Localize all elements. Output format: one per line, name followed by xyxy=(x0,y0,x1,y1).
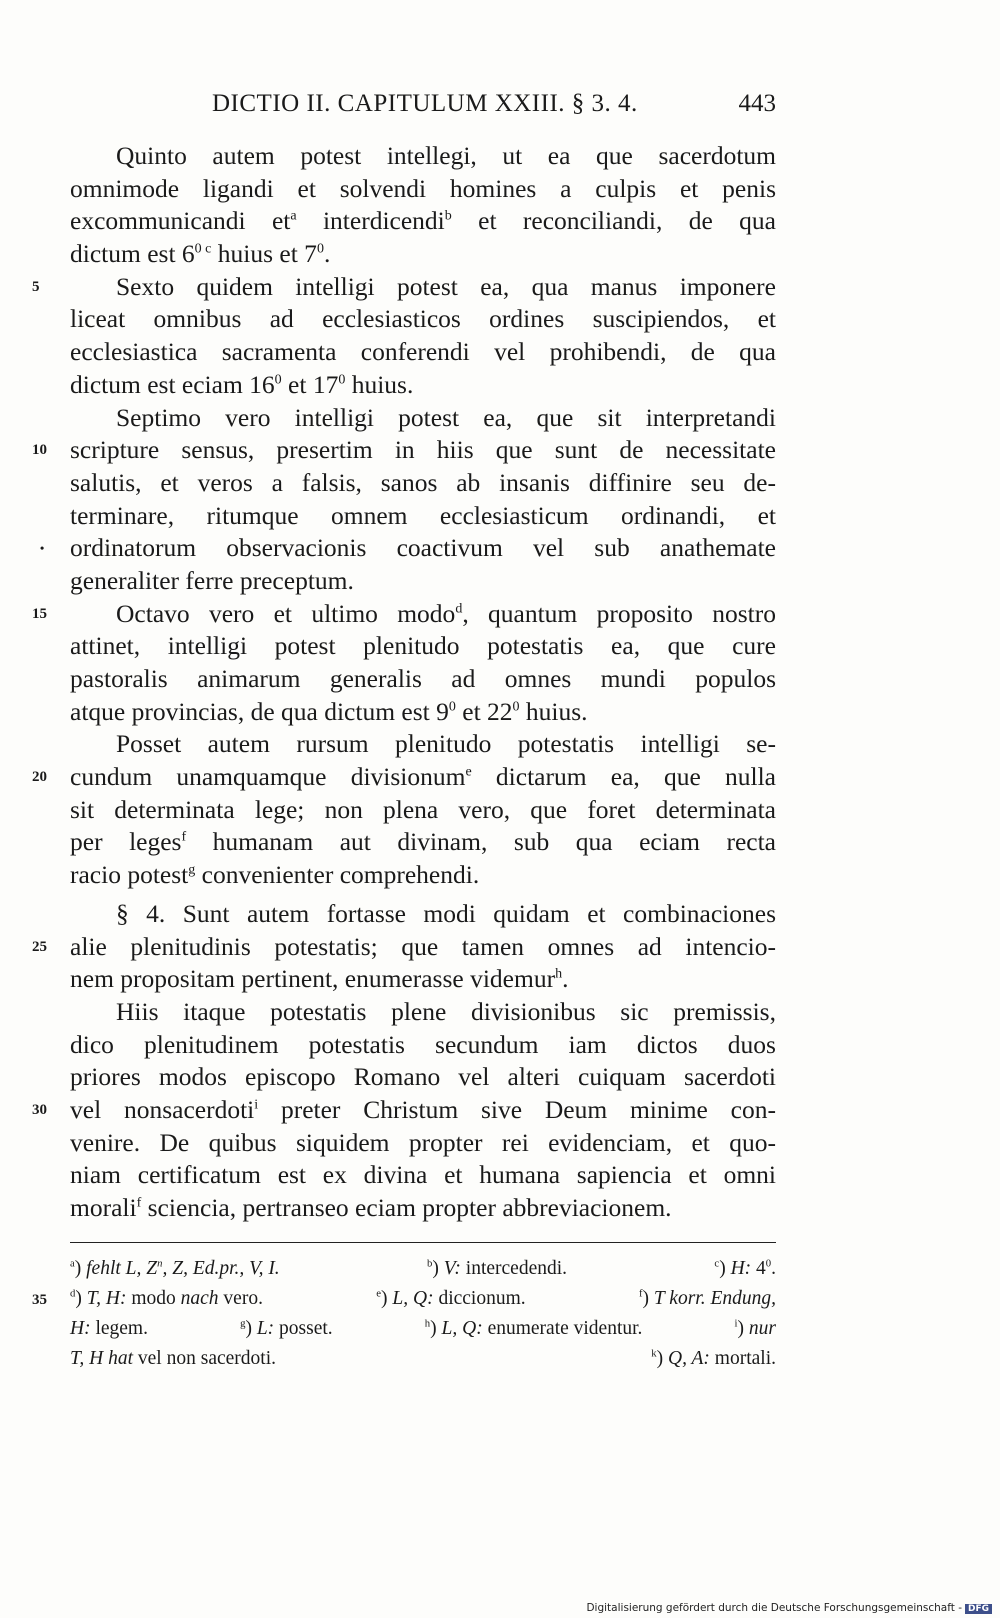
footer-text: Digitalisierung gefördert durch die Deutsche Forschungsgemeinschaft - xyxy=(586,1602,962,1614)
main-text xyxy=(32,140,776,1225)
line-text: dictum est $6^{0 c}$ huius et $7^0$. xyxy=(70,239,331,269)
text-line xyxy=(70,369,776,402)
line-text: venire. De quibus siquidem propter rei evidenciam, et quo- xyxy=(70,1127,776,1157)
line-text: nem propositam pertinent, enumerasse videmur$^h$. xyxy=(70,964,569,994)
line-text: per leges$^f$ humanam aut divinam, sub qua eciam recta xyxy=(70,827,776,857)
line-text: Posset autem rursum plenitudo potestatis intelligi se- xyxy=(116,729,776,759)
running-title: DICTIO II. CAPITULUM XXIII. § 3. 4. xyxy=(212,90,638,117)
text-line xyxy=(70,794,776,827)
footnote-line xyxy=(70,1344,776,1374)
text-line xyxy=(70,859,776,892)
line-text: Quinto autem potest intellegi, ut ea que sacerdotum xyxy=(116,141,776,170)
dfg-logo: DFG xyxy=(965,1604,992,1614)
line-number: 10 xyxy=(32,442,47,459)
line-text: dico plenitudinem potestatis secundum iam dictos duos xyxy=(70,1029,776,1059)
line-text: attinet, intelligi potest plenitudo potestatis ea, que cure xyxy=(70,631,776,661)
line-text: pastoralis animarum generalis ad omnes mundi populos xyxy=(70,664,776,693)
footnote-entry: $^h$) L, Q: enumerate videntur. xyxy=(424,1317,643,1339)
footnote-entry: $^e$) L, Q: diccionum. xyxy=(376,1287,526,1309)
text-line xyxy=(70,402,776,435)
text-line xyxy=(70,663,776,696)
text-line xyxy=(32,1094,776,1127)
line-text: ordinatorum observacionis coactivum vel sub anathemate xyxy=(70,533,776,563)
line-text: omnimode ligandi et solvendi homines a culpis et penis xyxy=(70,173,776,203)
text-line xyxy=(32,931,776,964)
text-line xyxy=(70,996,776,1029)
line-text: generaliter ferre preceptum. xyxy=(70,565,354,595)
text-line xyxy=(70,467,776,500)
text-line xyxy=(32,598,776,631)
footnote-line xyxy=(70,1314,776,1344)
text-line xyxy=(32,761,776,794)
text-line xyxy=(70,696,776,729)
footnote-entry: $^c$) H: $4^0$. xyxy=(714,1257,776,1279)
line-text: Septimo vero intelligi potest ea, que sit interpretandi xyxy=(116,402,776,432)
text-line xyxy=(70,140,776,173)
text-line xyxy=(70,238,776,271)
footnote-entry: $^f$) T korr. Endung, xyxy=(638,1287,776,1309)
footnote-line xyxy=(32,1284,776,1314)
footnote-entry: T, H hat vel non sacerdoti. xyxy=(70,1348,276,1369)
text-line xyxy=(70,1127,776,1160)
text-line xyxy=(70,303,776,336)
line-number: 5 xyxy=(32,278,40,295)
line-text: cundum unamquamque divisionum$^e$ dictarum ea, que nulla xyxy=(70,762,776,792)
text-line xyxy=(70,630,776,663)
text-line xyxy=(70,1192,776,1225)
footnote-entry: $^b$) V: intercedendi. xyxy=(427,1257,568,1279)
text-line xyxy=(70,826,776,859)
footnote-separator xyxy=(70,1242,776,1243)
line-number: 20 xyxy=(32,769,47,786)
line-text: terminare, ritumque omnem ecclesiasticum ordinandi, et xyxy=(70,500,776,530)
footnote-entry: $^k$) Q, A: mortali. xyxy=(651,1347,776,1369)
running-header xyxy=(70,90,776,124)
text-line xyxy=(70,565,776,598)
text-line xyxy=(70,173,776,206)
line-text: dictum est eciam $16^0$ et $17^0$ huius. xyxy=(70,369,414,399)
footnote-entry: $^g$) L: posset. xyxy=(240,1317,333,1339)
line-text: sit determinata lege; non plena vero, que foret determinata xyxy=(70,794,776,824)
footnote-entry: $^i$) nur xyxy=(734,1317,776,1339)
text-line xyxy=(40,532,776,565)
line-text: scripture sensus, presertim in hiis que sunt de necessitate xyxy=(70,435,776,465)
digitization-credit xyxy=(586,1602,992,1614)
footnotes xyxy=(32,1254,776,1374)
line-text: vel nonsacerdoti$^i$ preter Christum sive Deum minime con- xyxy=(70,1094,776,1124)
line-text: § 4. Sunt autem fortasse modi quidam et combinaciones xyxy=(116,898,776,928)
line-text: racio potest$^g$ convenienter comprehendi. xyxy=(70,860,480,890)
line-text: atque provincias, de qua dictum est $9^0$ et $22^0$ huius. xyxy=(70,696,588,726)
footnote-entry: $^a$) fehlt L, $Z^n$, Z, Ed.pr., V, I. xyxy=(70,1257,280,1279)
line-text: salutis, et veros a falsis, sanos ab insanis diffinire seu de- xyxy=(70,467,776,497)
line-text: alie plenitudinis potestatis; que tamen omnes ad intencio- xyxy=(70,931,776,961)
line-text: morali$^f$ sciencia, pertranseo eciam propter abbreviacionem. xyxy=(70,1193,672,1222)
line-number: • xyxy=(40,541,45,556)
text-line xyxy=(70,1029,776,1062)
text-line xyxy=(32,434,776,467)
line-number: 35 xyxy=(32,1292,47,1308)
line-text: priores modos episcopo Romano vel alteri cuiquam sacerdoti xyxy=(70,1062,776,1092)
text-line xyxy=(70,1159,776,1192)
text-line xyxy=(70,728,776,761)
text-line xyxy=(70,336,776,369)
page-number: 443 xyxy=(738,90,776,117)
line-text: excommunicandi $et^a$ interdicendi$^b$ et reconciliandi, de qua xyxy=(70,206,776,236)
text-line xyxy=(70,898,776,931)
footnote-entry: H: legem. xyxy=(70,1318,148,1339)
footnote-entry: $^d$) T, H: modo nach vero. xyxy=(70,1287,263,1309)
line-number: 15 xyxy=(32,605,47,622)
text-line xyxy=(70,500,776,533)
footnote-line xyxy=(70,1254,776,1284)
line-text: liceat omnibus ad ecclesiasticos ordines suscipiendos, et xyxy=(70,304,776,334)
line-text: Sexto quidem intelligi potest ea, qua manus imponere xyxy=(116,271,776,301)
line-text: Octavo vero et ultimo modo$^d$, quantum proposito nostro xyxy=(116,598,776,628)
text-line xyxy=(70,963,776,996)
text-line xyxy=(70,1061,776,1094)
line-text: niam certificatum est ex divina et humana sapiencia et omni xyxy=(70,1160,776,1190)
line-text: ecclesiastica sacramenta conferendi vel prohibendi, de qua xyxy=(70,337,776,367)
text-line xyxy=(70,205,776,238)
text-line xyxy=(32,271,776,304)
line-number: 25 xyxy=(32,938,47,955)
line-text: Hiis itaque potestatis plene divisionibus sic premissis, xyxy=(116,996,776,1026)
line-number: 30 xyxy=(32,1101,47,1118)
